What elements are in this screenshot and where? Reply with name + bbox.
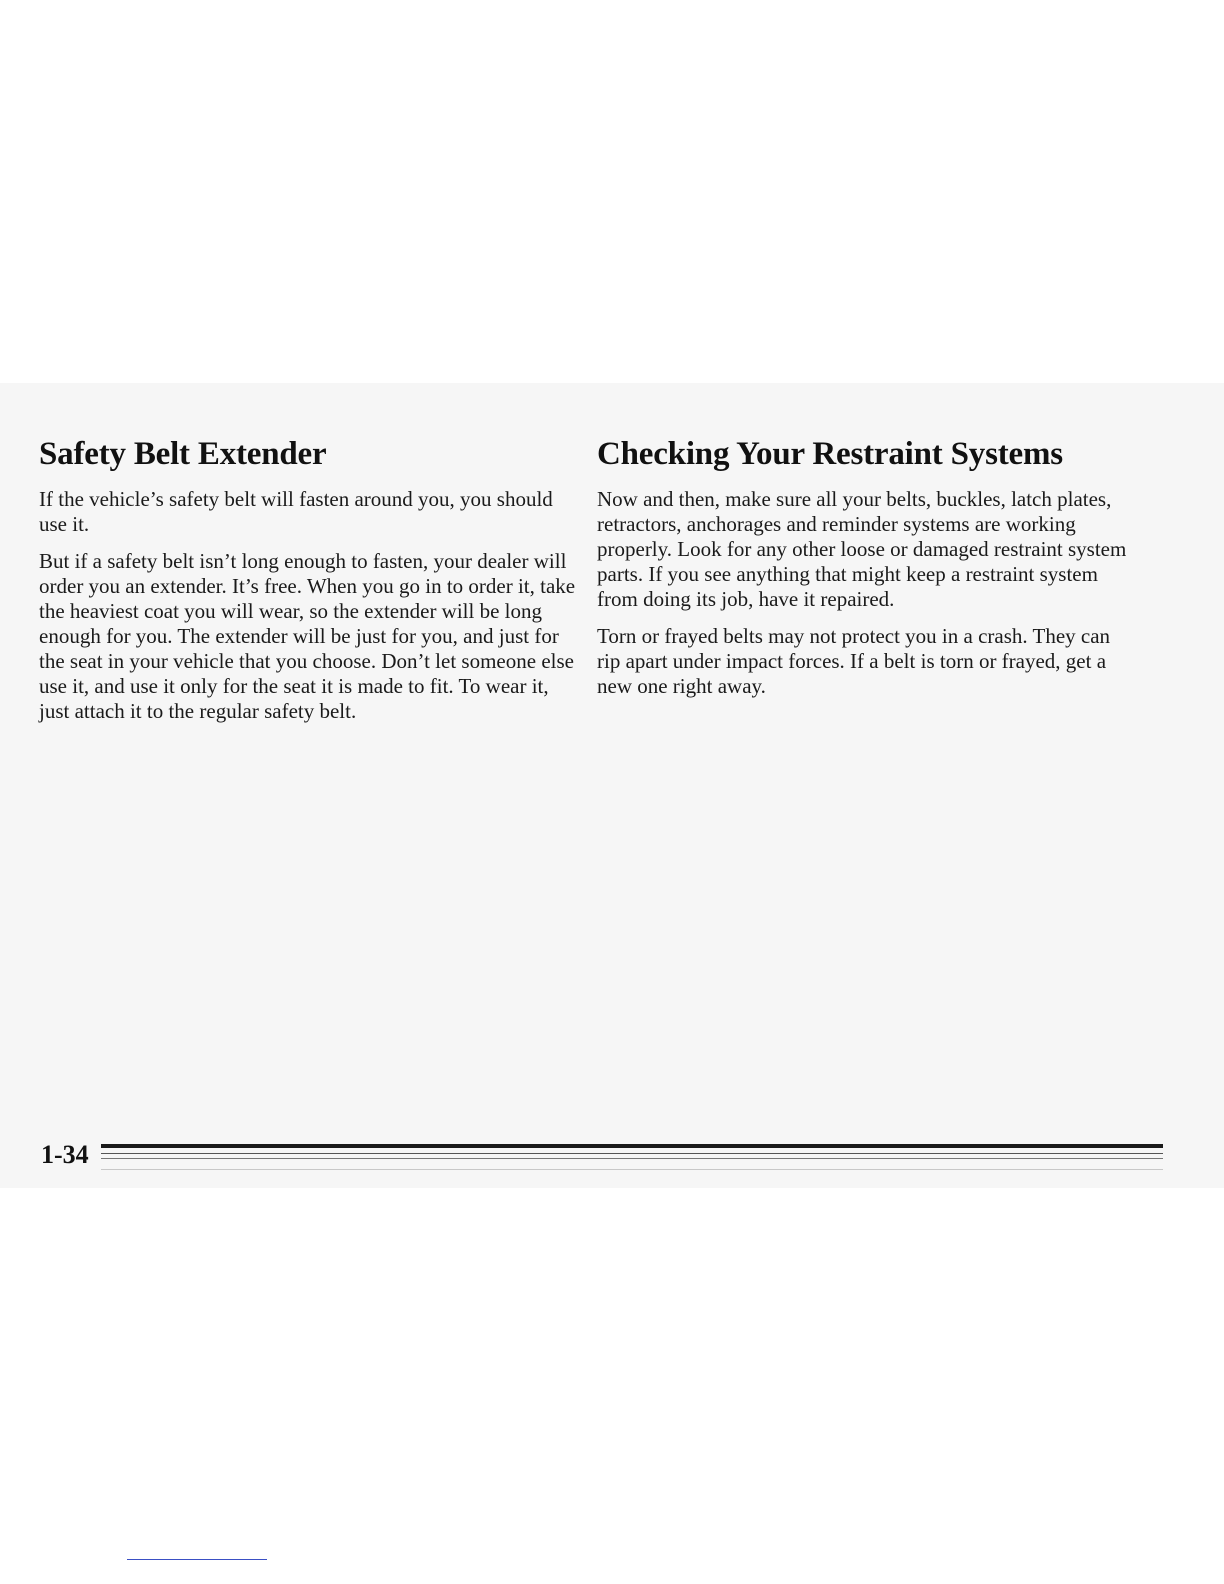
section-heading-checking-restraint-systems: Checking Your Restraint Systems	[597, 436, 1063, 472]
page-number: 1-34	[41, 1140, 89, 1169]
footer-rule	[101, 1144, 1163, 1148]
paragraph: Now and then, make sure all your belts, buckles, latch plates, retractors, anchorages and reminder systems are working properly. Look for any other loose or damaged restraint system parts. If you see anything that might keep a restraint system from doing its job, have it repaired.	[597, 487, 1127, 611]
paragraph: If the vehicle’s safety belt will fasten around you, you should use it.	[39, 487, 553, 536]
checking-restraint-systems-section	[597, 435, 1127, 711]
paragraph: But if a safety belt isn’t long enough to fasten, your dealer will order you an extender. It’s free. When you go in to order it, take the heaviest coat you will wear, so the extender will be long enough for you. The extender will be just for you, and just for the seat in your vehicle that you choose. Don’t let someone else use it, and use it only for the seat it is made to fit. To wear it, just attach it to the regular safety belt.	[39, 549, 576, 723]
footer-rule	[101, 1158, 1163, 1159]
section-heading-safety-belt-extender: Safety Belt Extender	[39, 436, 327, 472]
page-footer	[41, 1136, 1121, 1176]
divider-line	[127, 1559, 267, 1560]
paragraph: Torn or frayed belts may not protect you in a crash. They can rip apart under impact forces. If a belt is torn or frayed, get a new one right away.	[597, 624, 1111, 698]
footer-rule	[101, 1169, 1163, 1170]
safety-belt-extender-section	[39, 435, 579, 736]
footer-rule	[101, 1153, 1163, 1154]
